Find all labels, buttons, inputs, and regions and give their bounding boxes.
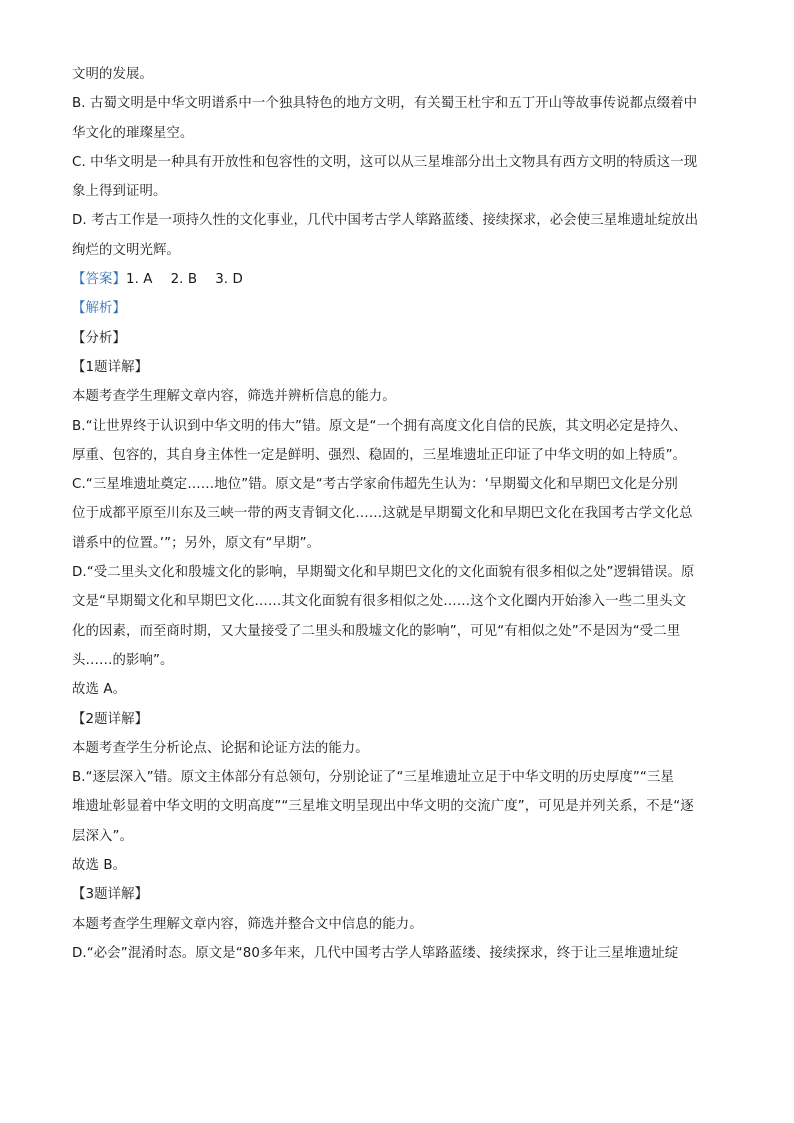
text-line: 【分析】	[72, 330, 126, 346]
text-line: C. 中华文明是一种具有开放性和包容性的文明，这可以从三星堆部分出土文物具有西方文明的特质这一现	[72, 154, 698, 170]
text-line: D. 考古工作是一项持久性的文化事业，几代中国考古学人筚路蓝缕、接续探求，必会使三星堆遗址绽放出	[72, 213, 699, 229]
text-line: 本题考查学生理解文章内容，筛选并辨析信息的能力。	[72, 389, 396, 405]
text-line: 象上得到证明。	[72, 184, 167, 200]
text-line: 厚重、包容的，其自身主体性一定是鲜明、强烈、稳固的，三星堆遗址正印证了中华文明的如上特质”。	[72, 447, 687, 463]
text-line: D.“受二里头文化和殷墟文化的影响，早期蜀文化和早期巴文化的文化面貌有很多相似之处”逻辑错误。原	[72, 565, 695, 581]
answer-line	[72, 265, 722, 294]
text-line: 层深入”。	[72, 828, 133, 844]
text-line: 文明的发展。	[72, 67, 153, 82]
section-heading: 【3题详解】	[72, 887, 149, 903]
answer-item: 1. A	[125, 272, 153, 288]
text-line: 谱系中的位置。’”；另外，原文有“早期”。	[72, 535, 321, 551]
section-heading: 【2题详解】	[72, 711, 149, 727]
text-line: 故选 A。	[72, 682, 127, 698]
text-line: B.“让世界终于认识到中华文明的伟大”错。原文是“一个拥有高度文化自信的民族，其文明必定是持久、	[72, 418, 687, 434]
text-line: 堆遗址彰显着中华文明的文明高度”“三星堆文明呈现出中华文明的交流广度”，可见是并列关系，不是“逐	[72, 799, 694, 815]
text-line: 【解析】	[72, 301, 126, 317]
document-body	[72, 60, 722, 968]
text-line: 本题考查学生分析论点、论据和论证方法的能力。	[72, 740, 369, 756]
text-line: C.“三星堆遗址奠定……地位”错。原文是“考古学家俞伟超先生认为：‘早期蜀文化和早期巴文化是分别	[72, 477, 678, 493]
text-line: 文是“早期蜀文化和早期巴文化……其文化面貌有很多相似之处……这个文化圈内开始渗入一些二里头文	[72, 594, 687, 610]
text-line: 头……的影响”。	[72, 652, 174, 668]
text-line: B.“逐层深入”错。原文主体部分有总领句，分别论证了“三星堆遗址立足于中华文明的历史厚度”“三星	[72, 770, 674, 786]
answer-item: 3. D	[215, 272, 243, 288]
text-line: 华文化的璀璨星空。	[72, 125, 194, 141]
text-line: 位于成都平原至川东及三峡一带的两支青铜文化……这就是早期蜀文化和早期巴文化在我国考古学文化总	[72, 506, 693, 522]
text-line: D.“必会”混淆时态。原文是“80多年来，几代中国考古学人筚路蓝缕、接续探求，终于让三星堆遗址绽	[72, 945, 679, 961]
text-line: 化的因素，而至商时期，又大量接受了二里头和殷墟文化的影响”，可见“有相似之处”不是因为“受二里	[72, 623, 681, 639]
text-line: 本题考查学生理解文章内容，筛选并整合文中信息的能力。	[72, 916, 423, 932]
answer-label: 【答案】	[72, 272, 126, 288]
section-heading: 【1题详解】	[72, 359, 149, 375]
text-line: B. 古蜀文明是中华文明谱系中一个独具特色的地方文明，有关蜀王杜宇和五丁开山等故事传说都点缀着中	[72, 96, 698, 112]
answer-item: 2. B	[170, 272, 198, 288]
text-line: 故选 B。	[72, 858, 127, 874]
text-line: 绚烂的文明光辉。	[72, 242, 180, 258]
